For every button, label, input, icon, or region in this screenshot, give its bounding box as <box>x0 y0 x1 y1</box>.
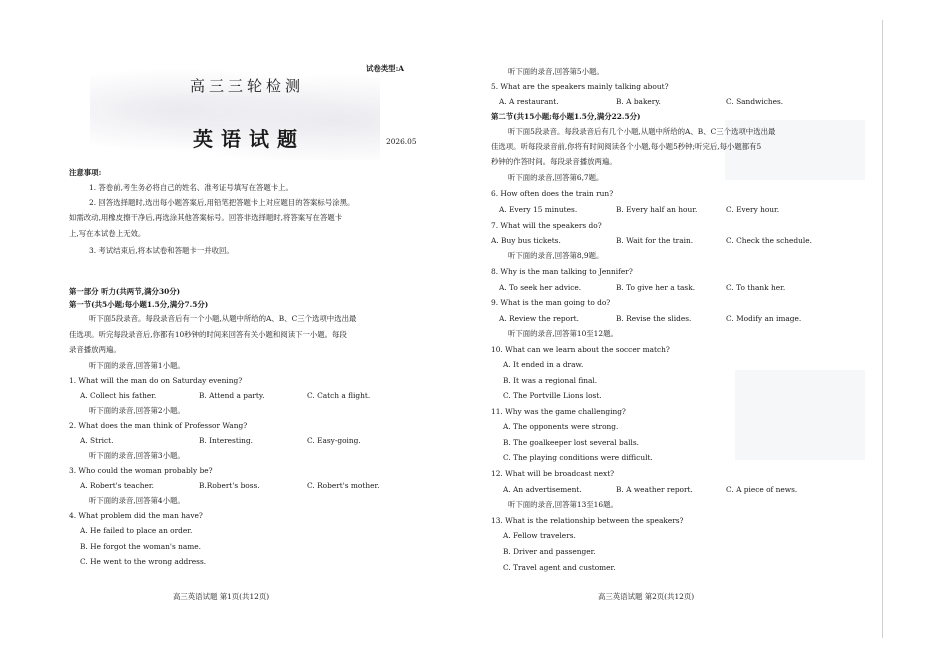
question: 10. What can we learn about the soccer match? <box>491 345 670 354</box>
notes-line: 3. 考试结束后,将本试卷和答题卡一并收回。 <box>89 246 234 255</box>
option-c: C. To thank her. <box>726 283 786 292</box>
notes-line: 如需改动,用橡皮擦干净后,再选涂其他答案标号。回答非选择题时,将答案写在答题卡 <box>69 213 343 222</box>
question: 6. How often does the train run? <box>491 189 614 198</box>
option-c: C. Catch a flight. <box>307 391 371 400</box>
page-2 <box>475 0 950 658</box>
question: 13. What is the relationship between the speakers? <box>491 516 684 525</box>
option-b: B. Interesting. <box>199 436 254 445</box>
option-b: B. A bakery. <box>616 97 661 106</box>
option-c: C. Travel agent and customer. <box>503 563 616 572</box>
question: 1. What will the man do on Saturday evening? <box>69 376 243 385</box>
option-c: C. Easy-going. <box>307 436 361 445</box>
option-a: A. Review the report. <box>499 314 579 323</box>
option-b: B. It was a regional final. <box>503 376 598 385</box>
option-b: B.Robert's boss. <box>199 481 260 490</box>
notes-line: 2. 回答选择题时,选出每小题答案后,用铅笔把答题卡上对应题目的答案标号涂黑。 <box>89 198 355 207</box>
exam-title: 高三三轮检测 <box>190 77 305 95</box>
listening-cue: 听下面的录音,回答第4小题。 <box>89 496 185 505</box>
page-footer: 高三英语试题 第1页(共12页) <box>173 592 270 601</box>
section-instructions: 听下面5段录音。每段录音后有几个小题,从题中所给的A、B、C三个选项中选出最 <box>508 127 776 136</box>
option-c: C. Sandwiches. <box>726 97 784 106</box>
option-c: C. Robert's mother. <box>307 481 380 490</box>
option-b: B. The goalkeeper lost several balls. <box>503 438 640 447</box>
question: 7. What will the speakers do? <box>491 221 602 230</box>
listening-cue: 听下面的录音,回答第1小题。 <box>89 361 185 370</box>
option-a: A. To seek her advice. <box>499 283 582 292</box>
listening-cue: 听下面的录音,回答第8,9题。 <box>508 251 604 260</box>
question: 4. What problem did the man have? <box>69 511 203 520</box>
option-a: A. Fellow travelers. <box>503 531 576 540</box>
option-a: A. It ended in a draw. <box>503 360 584 369</box>
question: 12. What will be broadcast next? <box>491 469 615 478</box>
option-a: A. Buy bus tickets. <box>491 236 561 245</box>
section-instructions: 听下面5段录音。每段录音后有一个小题,从题中所给的A、B、C三个选项中选出最 <box>89 314 357 323</box>
option-c: C. Check the schedule. <box>726 236 812 245</box>
option-b: B. A weather report. <box>616 485 693 494</box>
section-heading: 第二节(共15小题;每小题1.5分,满分22.5分) <box>491 112 641 121</box>
subject-title: 英语试题 <box>193 127 305 151</box>
question: 8. Why is the man talking to Jennifer? <box>491 267 633 276</box>
option-b: B. Every half an hour. <box>616 205 698 214</box>
question: 2. What does the man think of Professor Wang? <box>69 421 248 430</box>
question: 3. Who could the woman probably be? <box>69 466 213 475</box>
option-c: C. He went to the wrong address. <box>80 557 207 566</box>
section-instructions: 录音播放两遍。 <box>69 345 121 354</box>
bleed-through-shading <box>735 370 865 460</box>
option-b: B. Attend a party. <box>199 391 265 400</box>
listening-cue: 听下面的录音,回答第6,7题。 <box>508 173 604 182</box>
notes-line: 1. 答卷前,考生务必将自己的姓名、准考证号填写在答题卡上。 <box>89 183 293 192</box>
listening-cue: 听下面的录音,回答第2小题。 <box>89 406 185 415</box>
listening-cue: 听下面的录音,回答第5小题。 <box>508 67 604 76</box>
exam-date: 2026.05 <box>386 137 417 146</box>
option-c: C. The Portville Lions lost. <box>503 391 602 400</box>
question: 11. Why was the game challenging? <box>491 407 626 416</box>
option-a: A. Strict. <box>80 436 114 445</box>
option-b: B. He forgot the woman's name. <box>80 542 201 551</box>
listening-cue: 听下面的录音,回答第10至12题。 <box>508 329 618 338</box>
option-b: B. Driver and passenger. <box>503 547 596 556</box>
listening-cue: 听下面的录音,回答第3小题。 <box>89 451 185 460</box>
option-c: C. A piece of news. <box>726 485 798 494</box>
page-edge-divider <box>882 20 883 638</box>
page-footer: 高三英语试题 第2页(共12页) <box>598 592 695 601</box>
question: 5. What are the speakers mainly talking about? <box>491 82 669 91</box>
option-a: A. Robert's teacher. <box>80 481 154 490</box>
option-b: B. Revise the slides. <box>616 314 692 323</box>
paper-type-label: 试卷类型:A <box>366 64 405 73</box>
section-instructions: 佳选项。听完每段录音后,你都有10秒钟的时间来回答有关小题和阅读下一小题。每段 <box>69 330 347 339</box>
option-a: A. The opponents were strong. <box>503 422 619 431</box>
option-a: A. Collect his father. <box>80 391 157 400</box>
section-heading: 第一节(共5小题;每小题1.5分,满分7.5分) <box>69 300 209 309</box>
option-c: C. The playing conditions were difficult. <box>503 453 653 462</box>
notes-line: 上,写在本试卷上无效。 <box>69 229 146 238</box>
option-b: B. To give her a task. <box>616 283 696 292</box>
part-heading: 第一部分 听力(共两节,满分30分) <box>69 287 181 296</box>
option-b: B. Wait for the train. <box>616 236 694 245</box>
listening-cue: 听下面的录音,回答第13至16题。 <box>508 500 618 509</box>
option-a: A. He failed to place an order. <box>80 526 193 535</box>
section-instructions: 秒钟的作答时间。每段录音播放两遍。 <box>491 157 617 166</box>
question: 9. What is the man going to do? <box>491 298 611 307</box>
option-c: C. Every hour. <box>726 205 780 214</box>
notes-heading: 注意事项: <box>69 168 102 177</box>
section-instructions: 佳选项。听每段录音前,你将有时间阅读各个小题,每小题5秒钟;听完后,每小题都有5 <box>491 142 762 151</box>
option-a: A. An advertisement. <box>503 485 582 494</box>
option-a: A. A restaurant. <box>499 97 559 106</box>
option-c: C. Modify an image. <box>726 314 802 323</box>
option-a: A. Every 15 minutes. <box>499 205 578 214</box>
